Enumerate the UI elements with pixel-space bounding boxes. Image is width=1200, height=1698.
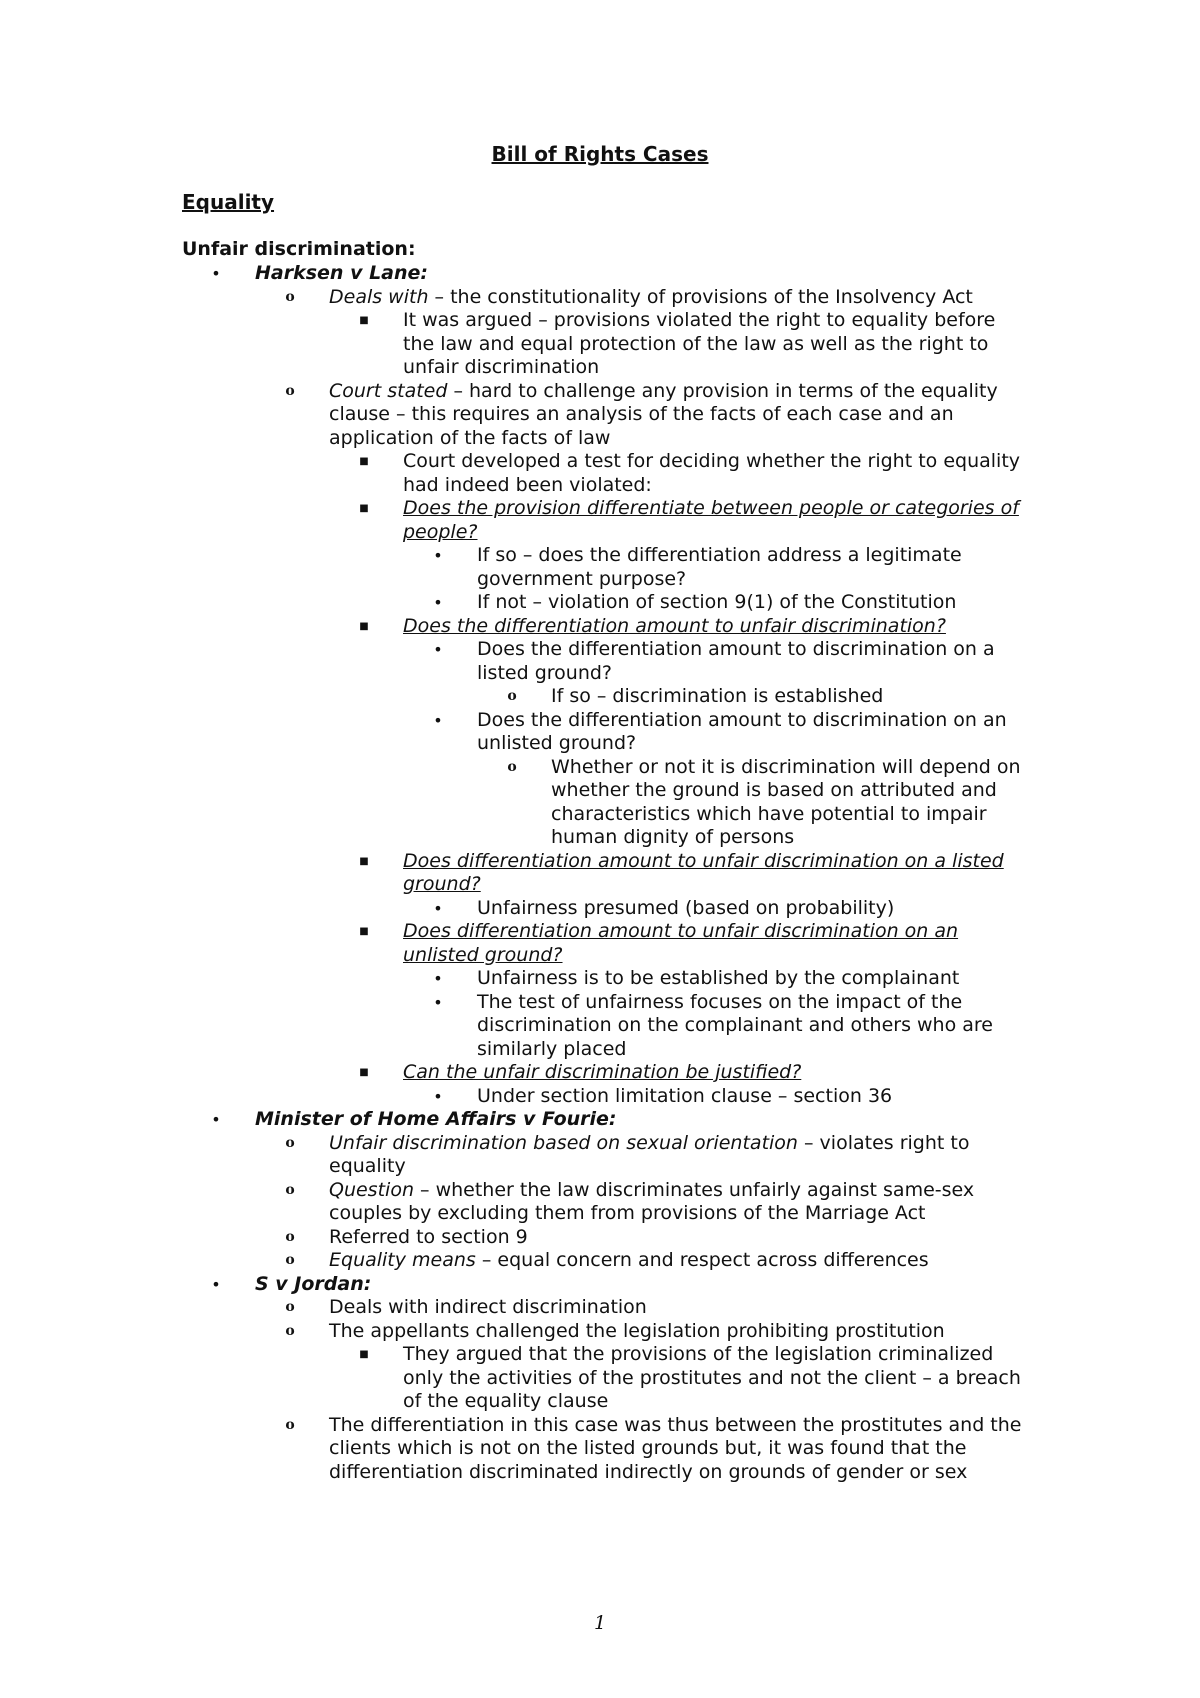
list-item	[0, 1296, 1200, 1320]
list-item	[0, 262, 1200, 286]
document-title: Bill of Rights Cases	[491, 142, 709, 166]
item-text: Does differentiation amount to unfair discrimination on a listed ground?	[403, 849, 1004, 895]
item-lead: Deals with	[329, 285, 429, 308]
list-item	[0, 1108, 1200, 1132]
item-text: They argued that the provisions of the legislation criminalized only the activities of the prostitutes and not the client – a breach of the equality clause	[403, 1343, 1021, 1412]
item-body	[477, 967, 1028, 991]
item-body	[329, 1179, 1028, 1226]
bullet-icon: •	[211, 1110, 221, 1129]
item-text: Unfairness presumed (based on probability)	[477, 896, 895, 919]
list-item	[0, 1343, 1200, 1414]
bullet-icon: •	[433, 546, 443, 565]
list-item	[0, 685, 1200, 709]
bullet-icon: •	[433, 992, 443, 1012]
item-body	[329, 286, 1028, 310]
item-text: If so – discrimination is established	[551, 685, 884, 707]
item-text: If so – does the differentiation address a legitimate government purpose?	[477, 544, 962, 590]
bullet-icon: •	[211, 264, 221, 283]
item-text: The appellants challenged the legislation prohibiting prostitution	[329, 1319, 945, 1342]
list-item	[0, 1414, 1200, 1485]
item-text: – hard to challenge any provision in terms of the equality clause – this requires an analysis of the facts of each case and an application of the facts of law	[329, 379, 998, 449]
item-lead: Court stated	[329, 379, 448, 402]
bullet-icon: •	[433, 969, 443, 988]
list-item	[0, 309, 1200, 380]
bullet-icon: o	[285, 382, 295, 399]
item-text: Whether or not it is discrimination will depend on whether the ground is based on attributed and characteristics which have potential to impair human dignity of persons	[551, 755, 1021, 848]
item-lead: Equality means	[329, 1249, 476, 1271]
list-item	[0, 991, 1200, 1062]
bullet-icon: ■	[359, 926, 369, 937]
list-item	[0, 615, 1200, 639]
item-text: – violates right to equality	[329, 1131, 970, 1177]
item-body	[329, 1296, 1028, 1320]
item-text: Deals with indirect discrimination	[329, 1296, 647, 1318]
bullet-icon: ■	[359, 1349, 369, 1360]
item-body	[403, 615, 1028, 639]
item-body	[551, 756, 1028, 850]
item-body	[329, 1226, 1028, 1250]
item-body	[551, 685, 1028, 709]
list-item	[0, 380, 1200, 451]
bullet-icon: ■	[359, 620, 369, 632]
item-text: Under section limitation clause – section 36	[477, 1084, 893, 1107]
item-body	[255, 262, 1028, 286]
bullet-icon: o	[507, 758, 517, 775]
section-heading: Equality	[182, 190, 275, 214]
list-item	[0, 1320, 1200, 1344]
item-body	[255, 1108, 1028, 1132]
item-text: Can the unfair discrimination be justified?	[403, 1061, 802, 1083]
bullet-icon: o	[285, 1228, 295, 1245]
item-text: Does differentiation amount to unfair discrimination on an unlisted ground?	[403, 920, 959, 966]
item-text: Harksen v Lane:	[255, 262, 429, 284]
list-item	[0, 450, 1200, 497]
item-text: It was argued – provisions violated the right to equality before the law and equal protection of the law as well as the right to unfair discrimination	[403, 309, 996, 378]
item-body	[329, 1320, 1028, 1344]
list-item	[0, 1179, 1200, 1226]
item-body	[403, 850, 1028, 897]
bullet-icon: o	[507, 688, 517, 704]
bullet-icon: •	[433, 710, 443, 730]
item-text: Does the differentiation amount to discrimination on an unlisted ground?	[477, 708, 1007, 754]
item-text: – whether the law discriminates unfairly against same-sex couples by excluding them from provisions of the Marriage Act	[329, 1178, 975, 1224]
item-text: – equal concern and respect across differences	[475, 1249, 929, 1271]
item-body	[329, 1414, 1028, 1485]
outline-list	[0, 262, 1200, 1484]
item-text: Does the differentiation amount to discrimination on a listed ground?	[477, 638, 995, 684]
item-body	[477, 544, 1028, 591]
bullet-icon: •	[211, 1274, 221, 1294]
bullet-icon: ■	[359, 456, 369, 467]
list-item	[0, 1273, 1200, 1297]
item-body	[403, 497, 1028, 544]
item-text: The differentiation in this case was thus between the prostitutes and the clients which is not on the listed grounds but, it was found that the differentiation discriminated indirectly on grounds of gender or sex	[329, 1413, 1022, 1483]
list-item	[0, 850, 1200, 897]
bullet-icon: o	[285, 1252, 295, 1268]
bullet-icon: ■	[359, 1067, 369, 1078]
bullet-icon: o	[285, 1181, 295, 1198]
list-item	[0, 1132, 1200, 1179]
item-lead: Question	[329, 1178, 414, 1201]
item-text: S v Jordan:	[255, 1272, 372, 1295]
list-item	[0, 1226, 1200, 1250]
bullet-icon: o	[285, 288, 295, 305]
bullet-icon: •	[433, 640, 443, 659]
item-body	[477, 991, 1028, 1062]
item-body	[477, 897, 1028, 921]
item-body	[403, 1343, 1028, 1414]
item-lead: Unfair discrimination based on sexual orientation	[329, 1131, 798, 1154]
list-item	[0, 1061, 1200, 1085]
item-text: The test of unfairness focuses on the impact of the discrimination on the complainant and others who are similarly placed	[477, 990, 993, 1060]
bullet-icon: •	[433, 898, 443, 918]
item-body	[477, 1085, 1028, 1109]
item-text: Unfairness is to be established by the complainant	[477, 967, 960, 989]
item-text: Referred to section 9	[329, 1225, 528, 1248]
list-item	[0, 591, 1200, 615]
list-item	[0, 709, 1200, 756]
item-text: If not – violation of section 9(1) of the Constitution	[477, 591, 957, 613]
bullet-icon: ■	[359, 855, 369, 867]
list-item	[0, 638, 1200, 685]
item-body	[403, 1061, 1028, 1085]
item-body	[329, 1249, 1028, 1273]
item-text: Court developed a test for deciding whether the right to equality had indeed been violated:	[403, 450, 1021, 496]
item-body	[329, 380, 1028, 451]
item-text: Does the differentiation amount to unfair discrimination?	[403, 614, 946, 637]
bullet-icon: o	[285, 1416, 295, 1433]
bullet-icon: •	[433, 593, 443, 612]
item-body	[403, 309, 1028, 380]
list-item	[0, 1085, 1200, 1109]
item-body	[255, 1273, 1028, 1297]
item-text: Minister of Home Affairs v Fourie:	[255, 1108, 617, 1130]
item-body	[403, 450, 1028, 497]
page-number: 1	[593, 1612, 607, 1634]
bullet-icon: o	[285, 1134, 295, 1151]
list-item	[0, 544, 1200, 591]
list-item	[0, 897, 1200, 921]
item-body	[403, 920, 1028, 967]
item-body	[477, 591, 1028, 615]
bullet-icon: o	[285, 1322, 295, 1339]
item-text: Does the provision differentiate between people or categories of people?	[403, 497, 1019, 543]
list-item	[0, 1249, 1200, 1273]
list-item	[0, 920, 1200, 967]
item-body	[329, 1132, 1028, 1179]
item-text: – the constitutionality of provisions of the Insolvency Act	[428, 285, 973, 308]
list-item	[0, 497, 1200, 544]
list-item	[0, 756, 1200, 850]
bullet-icon: •	[433, 1086, 443, 1106]
bullet-icon: ■	[359, 503, 369, 514]
item-body	[477, 638, 1028, 685]
bullet-icon: o	[285, 1299, 295, 1315]
subheading: Unfair discrimination:	[182, 238, 416, 260]
item-body	[477, 709, 1028, 756]
list-item	[0, 967, 1200, 991]
bullet-icon: ■	[359, 315, 369, 326]
list-item	[0, 286, 1200, 310]
